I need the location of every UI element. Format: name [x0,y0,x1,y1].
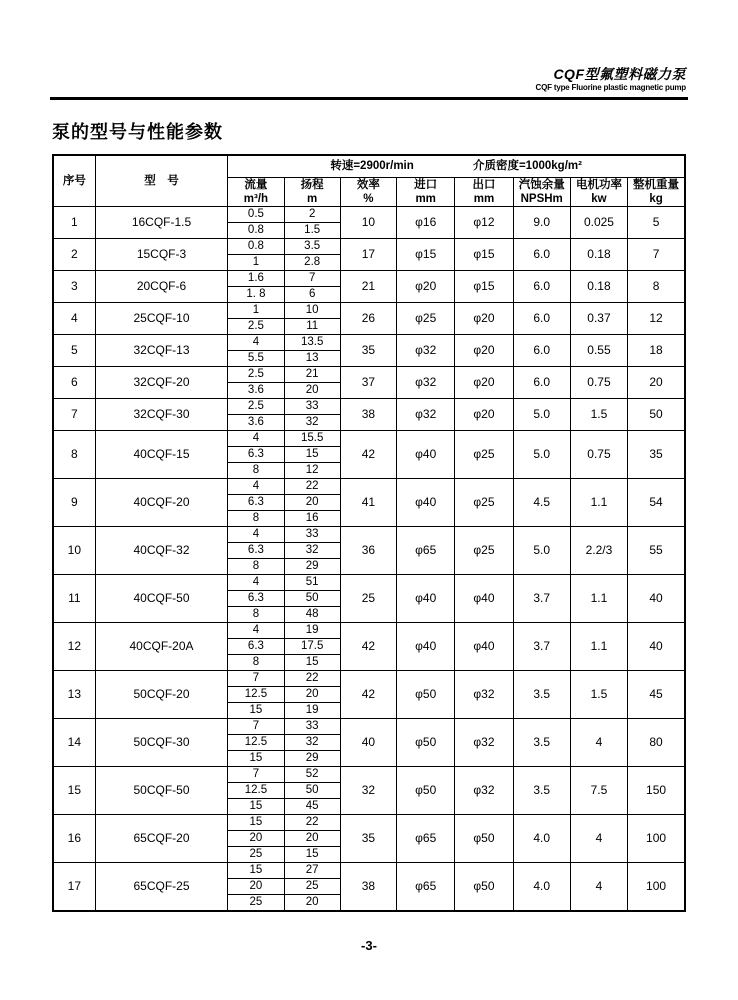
cell-no: 8 [53,430,95,478]
cell-npsh: 5.0 [513,430,570,478]
cell-outlet: φ50 [455,814,513,862]
col-header-efficiency: 效率 % [340,177,396,206]
cell-head: 22 [284,670,340,686]
col-header-outlet: 出口 mm [455,177,513,206]
cell-weight: 5 [628,206,685,238]
cell-npsh: 4.0 [513,814,570,862]
cell-head: 15.5 [284,430,340,446]
cell-weight: 50 [628,398,685,430]
cell-model: 32CQF-13 [95,334,228,366]
cell-power: 0.18 [570,238,627,270]
cell-no: 17 [53,862,95,911]
cell-inlet: φ40 [397,478,455,526]
cell-inlet: φ20 [397,270,455,302]
cell-head: 29 [284,558,340,574]
cell-npsh: 3.5 [513,670,570,718]
cell-npsh: 3.5 [513,718,570,766]
cell-weight: 8 [628,270,685,302]
cell-head: 22 [284,478,340,494]
cell-flow: 20 [228,830,284,846]
cell-model: 40CQF-50 [95,574,228,622]
cell-power: 0.55 [570,334,627,366]
cell-flow: 4 [228,526,284,542]
cell-power: 1.1 [570,574,627,622]
cell-head: 7 [284,270,340,286]
cell-flow: 6.3 [228,446,284,462]
cell-flow: 3.6 [228,414,284,430]
cell-flow: 6.3 [228,542,284,558]
brand-title: CQF型氟塑料磁力泵 [553,66,686,82]
cell-npsh: 6.0 [513,366,570,398]
cell-head: 19 [284,702,340,718]
cell-head: 52 [284,766,340,782]
cell-outlet: φ25 [455,526,513,574]
cell-head: 2 [284,206,340,222]
cell-flow: 8 [228,558,284,574]
cell-flow: 7 [228,718,284,734]
cell-efficiency: 32 [340,766,396,814]
cell-model: 40CQF-32 [95,526,228,574]
cell-npsh: 6.0 [513,302,570,334]
table-row [53,622,685,638]
cell-power: 0.18 [570,270,627,302]
conditions-header [228,155,685,177]
cell-head: 21 [284,366,340,382]
cell-efficiency: 37 [340,366,396,398]
cell-efficiency: 41 [340,478,396,526]
cell-outlet: φ12 [455,206,513,238]
cell-flow: 4 [228,622,284,638]
cell-weight: 20 [628,366,685,398]
cell-head: 19 [284,622,340,638]
col-header-flow: 流量 m³/h [228,177,284,206]
cell-no: 9 [53,478,95,526]
cell-outlet: φ40 [455,622,513,670]
cell-model: 32CQF-20 [95,366,228,398]
cell-efficiency: 21 [340,270,396,302]
cell-no: 3 [53,270,95,302]
cell-flow: 7 [228,670,284,686]
cell-head: 51 [284,574,340,590]
cell-power: 0.37 [570,302,627,334]
table-row [53,526,685,542]
cell-power: 4 [570,814,627,862]
cell-power: 0.75 [570,430,627,478]
cell-no: 13 [53,670,95,718]
cell-head: 32 [284,734,340,750]
cell-head: 11 [284,318,340,334]
cell-flow: 4 [228,334,284,350]
cell-no: 12 [53,622,95,670]
cell-weight: 54 [628,478,685,526]
cell-model: 50CQF-50 [95,766,228,814]
cell-npsh: 5.0 [513,398,570,430]
cell-head: 6 [284,286,340,302]
cell-flow: 7 [228,766,284,782]
cell-outlet: φ32 [455,766,513,814]
cell-head: 48 [284,606,340,622]
cell-efficiency: 10 [340,206,396,238]
cell-flow: 6.3 [228,590,284,606]
cell-outlet: φ32 [455,670,513,718]
cell-flow: 4 [228,478,284,494]
cell-no: 5 [53,334,95,366]
cell-no: 6 [53,366,95,398]
cell-npsh: 5.0 [513,526,570,574]
cell-head: 20 [284,494,340,510]
cell-head: 15 [284,846,340,862]
cell-no: 15 [53,766,95,814]
cell-flow: 0.5 [228,206,284,222]
cell-weight: 7 [628,238,685,270]
cell-flow: 15 [228,814,284,830]
cell-power: 1.5 [570,670,627,718]
cell-power: 7.5 [570,766,627,814]
cell-power: 4 [570,862,627,911]
cell-flow: 2.5 [228,366,284,382]
cell-weight: 45 [628,670,685,718]
cell-flow: 8 [228,462,284,478]
cell-outlet: φ20 [455,366,513,398]
cell-weight: 40 [628,622,685,670]
cell-head: 29 [284,750,340,766]
cell-no: 4 [53,302,95,334]
cell-weight: 150 [628,766,685,814]
cell-efficiency: 42 [340,622,396,670]
cell-head: 16 [284,510,340,526]
cell-outlet: φ50 [455,862,513,911]
cell-power: 1.1 [570,622,627,670]
cell-npsh: 9.0 [513,206,570,238]
table-row [53,478,685,494]
cell-flow: 25 [228,846,284,862]
cell-inlet: φ65 [397,526,455,574]
cell-model: 40CQF-20 [95,478,228,526]
cell-outlet: φ20 [455,302,513,334]
cell-inlet: φ65 [397,814,455,862]
cell-head: 10 [284,302,340,318]
cell-inlet: φ40 [397,430,455,478]
cell-head: 15 [284,654,340,670]
cell-outlet: φ20 [455,334,513,366]
col-header-head: 扬程 m [284,177,340,206]
cell-head: 50 [284,782,340,798]
cell-efficiency: 38 [340,398,396,430]
cell-head: 33 [284,718,340,734]
col-header-inlet: 进口 mm [397,177,455,206]
table-row [53,302,685,318]
cell-inlet: φ32 [397,366,455,398]
cell-flow: 0.8 [228,238,284,254]
cell-weight: 18 [628,334,685,366]
table-row [53,366,685,382]
cell-model: 65CQF-25 [95,862,228,911]
cell-weight: 12 [628,302,685,334]
cell-inlet: φ65 [397,862,455,911]
cell-npsh: 3.5 [513,766,570,814]
cell-power: 2.2/3 [570,526,627,574]
page-number: -3- [361,938,377,953]
cell-weight: 100 [628,814,685,862]
col-header-npsh: 汽蚀余量 NPSHm [513,177,570,206]
cell-efficiency: 35 [340,814,396,862]
cell-inlet: φ50 [397,766,455,814]
cell-no: 1 [53,206,95,238]
table-row [53,814,685,830]
cell-inlet: φ16 [397,206,455,238]
cell-weight: 80 [628,718,685,766]
cell-inlet: φ40 [397,622,455,670]
cell-head: 25 [284,878,340,894]
col-header-weight: 整机重量 kg [628,177,685,206]
cell-efficiency: 36 [340,526,396,574]
cell-flow: 6.3 [228,494,284,510]
table-row [53,862,685,878]
cell-flow: 1. 8 [228,286,284,302]
cell-inlet: φ32 [397,398,455,430]
cell-flow: 15 [228,798,284,814]
cell-flow: 1.6 [228,270,284,286]
table-row [53,766,685,782]
cell-model: 50CQF-20 [95,670,228,718]
cell-npsh: 6.0 [513,334,570,366]
table-row [53,574,685,590]
cell-no: 14 [53,718,95,766]
col-header-power: 电机功率 kw [570,177,627,206]
cell-flow: 8 [228,654,284,670]
pump-spec-table [52,154,686,912]
cell-flow: 15 [228,702,284,718]
cell-flow: 20 [228,878,284,894]
cell-head: 1.5 [284,222,340,238]
cell-flow: 0.8 [228,222,284,238]
cell-inlet: φ32 [397,334,455,366]
cell-no: 7 [53,398,95,430]
cell-weight: 40 [628,574,685,622]
brand-subtitle: CQF type Fluorine plastic magnetic pump [535,83,686,92]
cell-head: 13 [284,350,340,366]
cell-model: 65CQF-20 [95,814,228,862]
table-row [53,718,685,734]
cell-head: 13.5 [284,334,340,350]
cell-no: 2 [53,238,95,270]
cell-efficiency: 17 [340,238,396,270]
cell-outlet: φ40 [455,574,513,622]
cell-head: 45 [284,798,340,814]
cell-flow: 4 [228,574,284,590]
section-title: 泵的型号与性能参数 [52,122,223,142]
cell-efficiency: 38 [340,862,396,911]
cell-inlet: φ50 [397,670,455,718]
cell-efficiency: 40 [340,718,396,766]
cell-npsh: 4.5 [513,478,570,526]
cell-efficiency: 25 [340,574,396,622]
cell-flow: 6.3 [228,638,284,654]
cell-efficiency: 35 [340,334,396,366]
cell-head: 12 [284,462,340,478]
cell-model: 20CQF-6 [95,270,228,302]
cell-no: 16 [53,814,95,862]
cell-outlet: φ15 [455,270,513,302]
cell-model: 50CQF-30 [95,718,228,766]
header-rule [50,97,688,100]
cell-flow: 15 [228,862,284,878]
cell-npsh: 3.7 [513,574,570,622]
cell-flow: 15 [228,750,284,766]
cell-head: 33 [284,398,340,414]
cell-model: 25CQF-10 [95,302,228,334]
cell-weight: 35 [628,430,685,478]
cell-power: 4 [570,718,627,766]
cell-inlet: φ15 [397,238,455,270]
cell-model: 32CQF-30 [95,398,228,430]
table-row [53,398,685,414]
cell-flow: 12.5 [228,782,284,798]
cell-head: 20 [284,382,340,398]
cell-power: 0.025 [570,206,627,238]
cell-head: 15 [284,446,340,462]
cell-head: 32 [284,414,340,430]
cell-weight: 100 [628,862,685,911]
cell-inlet: φ25 [397,302,455,334]
cell-model: 40CQF-15 [95,430,228,478]
cell-model: 15CQF-3 [95,238,228,270]
cell-flow: 2.5 [228,398,284,414]
table-row [53,238,685,254]
cell-inlet: φ40 [397,574,455,622]
speed-condition: 转速=2900r/min [330,160,414,173]
cell-outlet: φ15 [455,238,513,270]
cell-head: 20 [284,686,340,702]
cell-no: 11 [53,574,95,622]
cell-npsh: 6.0 [513,238,570,270]
cell-head: 20 [284,830,340,846]
cell-model: 16CQF-1.5 [95,206,228,238]
cell-no: 10 [53,526,95,574]
cell-outlet: φ20 [455,398,513,430]
cell-efficiency: 42 [340,670,396,718]
cell-flow: 1 [228,302,284,318]
density-condition: 介质密度=1000kg/m² [472,160,582,173]
cell-flow: 8 [228,606,284,622]
cell-head: 27 [284,862,340,878]
table-row [53,270,685,286]
cell-npsh: 3.7 [513,622,570,670]
col-header-no: 序号 [53,155,95,206]
cell-flow: 4 [228,430,284,446]
cell-head: 50 [284,590,340,606]
cell-head: 33 [284,526,340,542]
cell-npsh: 4.0 [513,862,570,911]
cell-head: 17.5 [284,638,340,654]
cell-efficiency: 42 [340,430,396,478]
cell-head: 20 [284,894,340,911]
cell-head: 2.8 [284,254,340,270]
cell-flow: 25 [228,894,284,911]
cell-head: 3.5 [284,238,340,254]
cell-flow: 3.6 [228,382,284,398]
cell-flow: 12.5 [228,686,284,702]
table-row [53,430,685,446]
cell-flow: 8 [228,510,284,526]
cell-outlet: φ25 [455,478,513,526]
cell-outlet: φ32 [455,718,513,766]
cell-outlet: φ25 [455,430,513,478]
cell-efficiency: 26 [340,302,396,334]
col-header-model: 型 号 [95,155,228,206]
cell-head: 22 [284,814,340,830]
table-row [53,206,685,222]
cell-model: 40CQF-20A [95,622,228,670]
cell-power: 1.5 [570,398,627,430]
cell-flow: 2.5 [228,318,284,334]
table-row [53,334,685,350]
cell-npsh: 6.0 [513,270,570,302]
cell-weight: 55 [628,526,685,574]
cell-power: 0.75 [570,366,627,398]
cell-flow: 12.5 [228,734,284,750]
table-row [53,670,685,686]
cell-inlet: φ50 [397,718,455,766]
cell-flow: 1 [228,254,284,270]
cell-flow: 5.5 [228,350,284,366]
cell-power: 1.1 [570,478,627,526]
cell-head: 32 [284,542,340,558]
